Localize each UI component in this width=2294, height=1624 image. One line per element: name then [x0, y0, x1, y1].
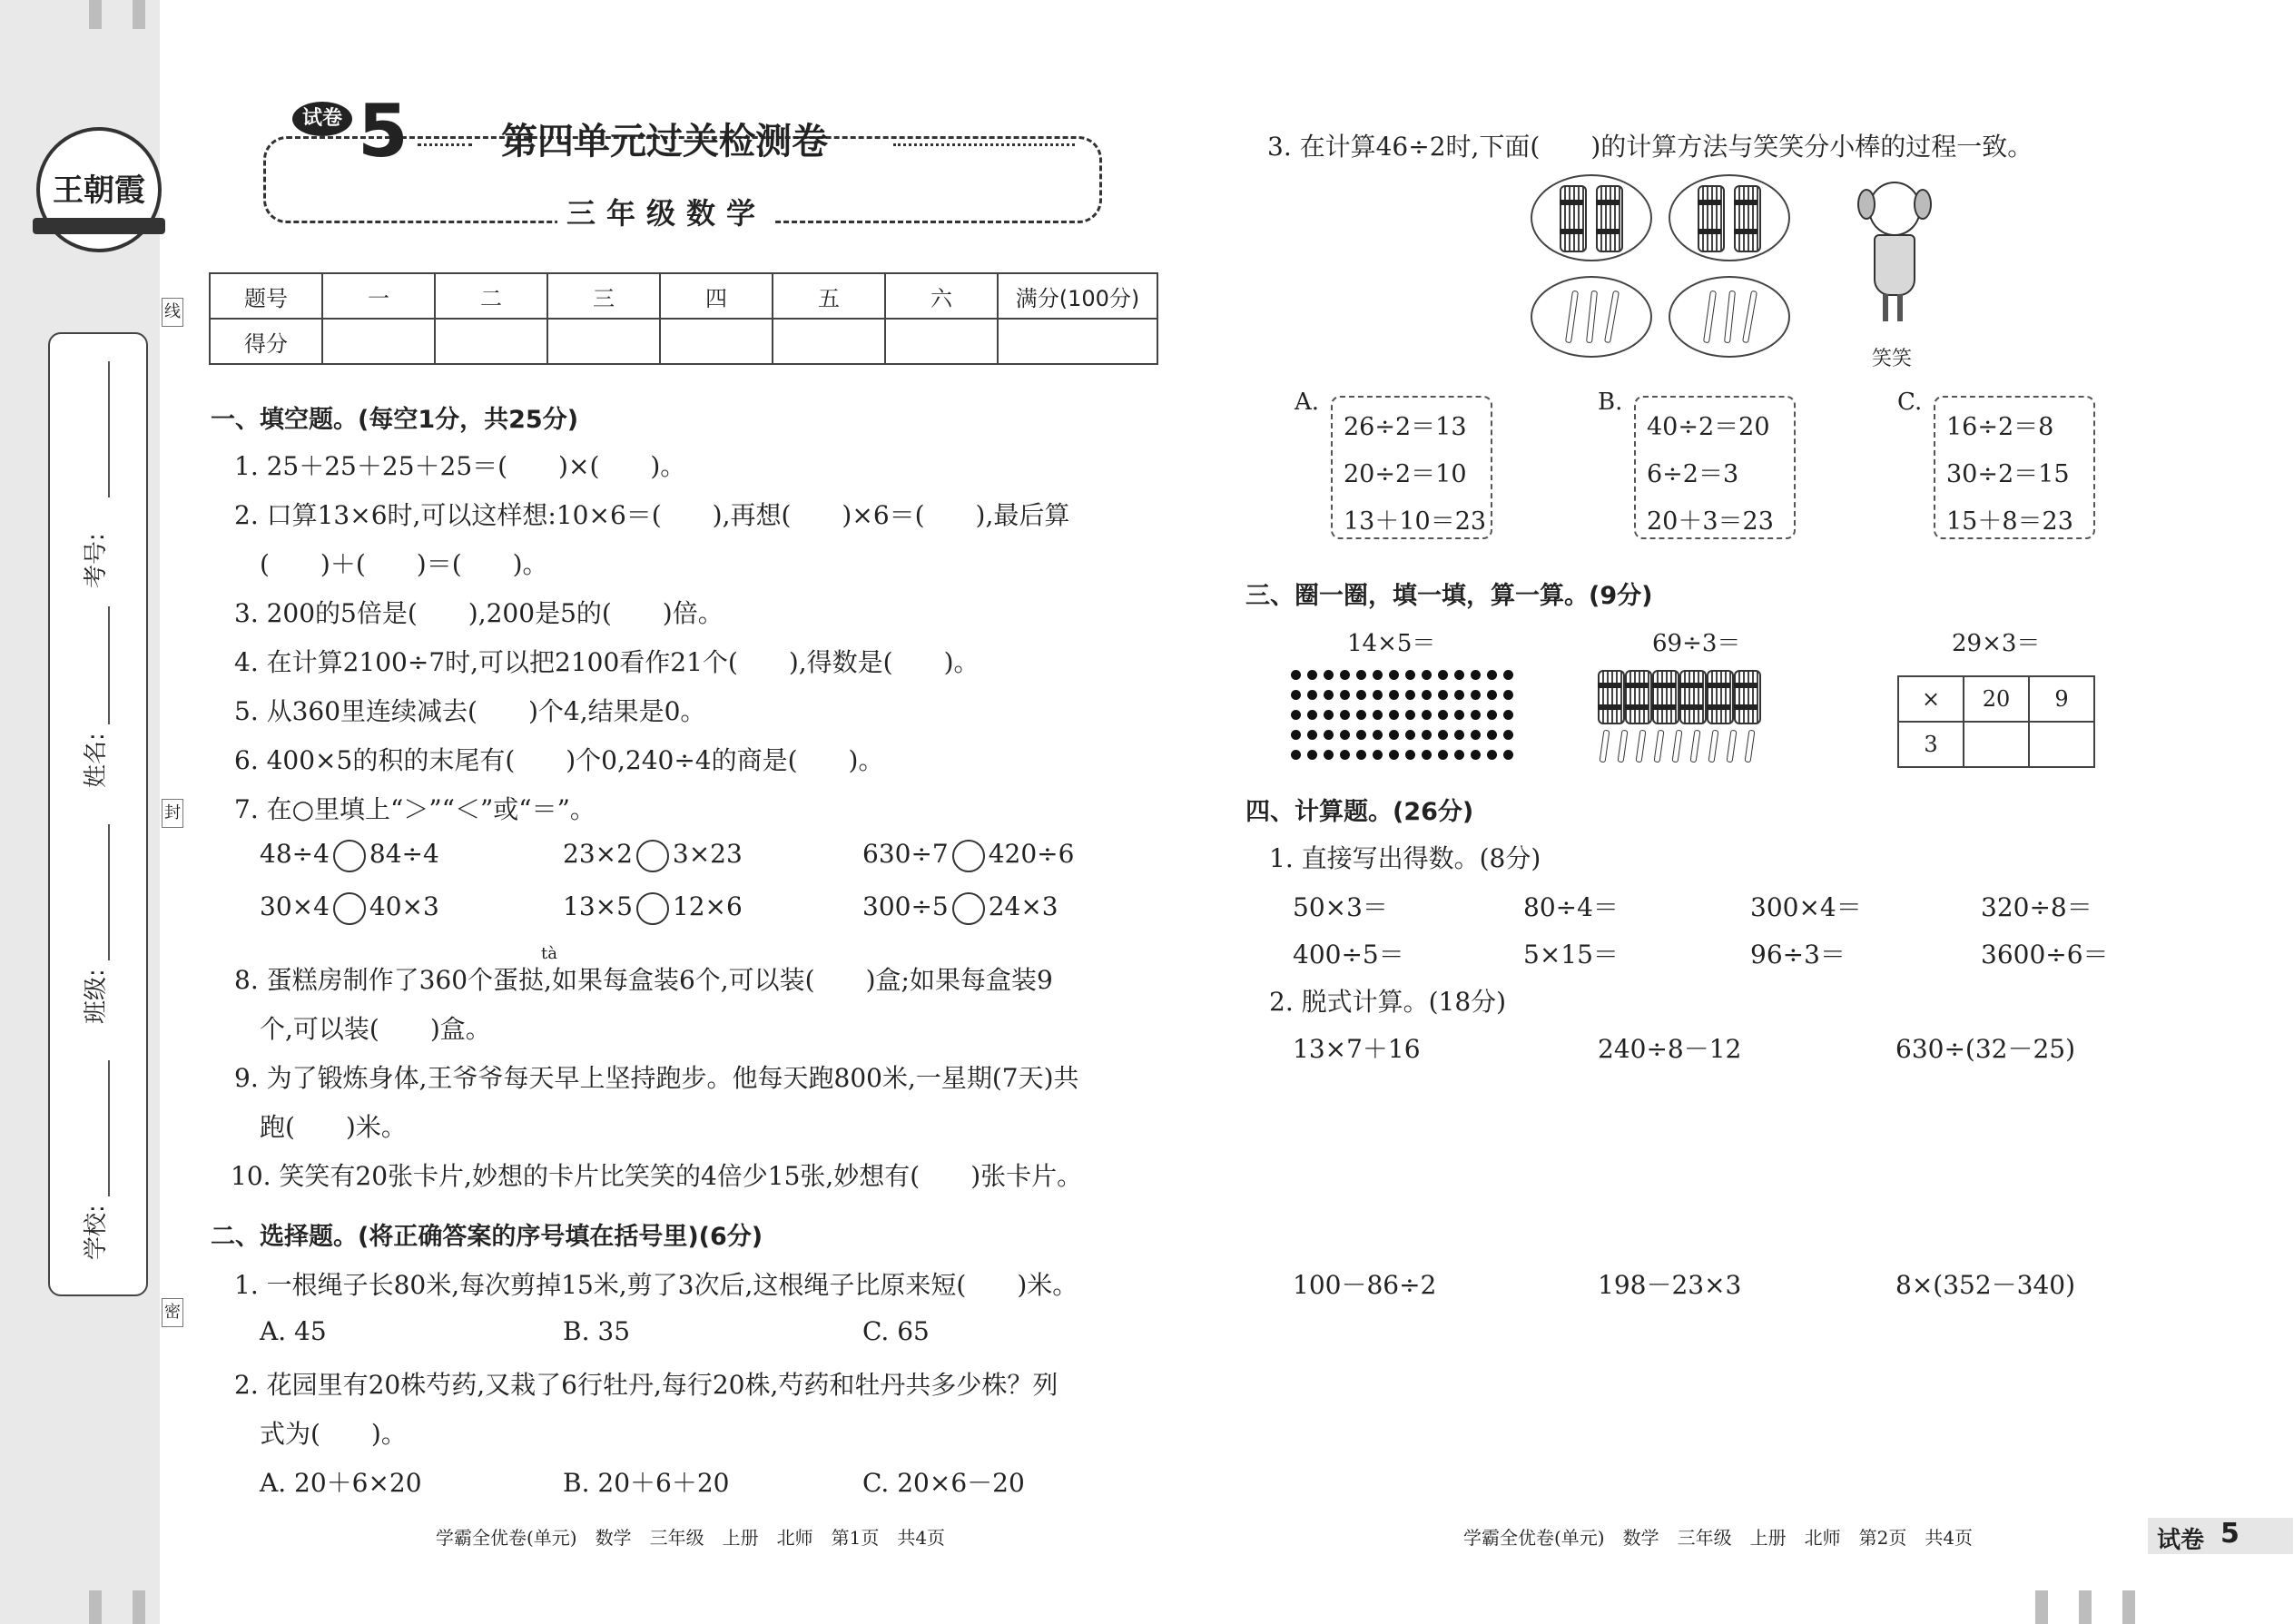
score-cell[interactable]	[322, 319, 435, 364]
dot	[1438, 750, 1448, 760]
dot	[1487, 670, 1497, 680]
dot	[1307, 710, 1317, 720]
score-cell: 四	[660, 273, 773, 319]
expr: 630÷7	[862, 839, 949, 869]
stick	[1708, 730, 1719, 763]
dot	[1422, 690, 1432, 700]
section-title: 三、圈一圈，填一填，算一算。(9分)	[1245, 582, 1653, 610]
compare-circle[interactable]	[333, 840, 366, 872]
mult-cell: ×	[1898, 676, 1964, 722]
option-b-line: 6÷2＝3	[1647, 460, 1739, 488]
calc-item: 8×(352－340)	[1895, 1270, 2076, 1300]
compare-item	[563, 891, 743, 925]
option-b-line: 40÷2＝20	[1647, 413, 1770, 441]
stick	[1672, 730, 1683, 763]
girl-leg	[1883, 294, 1888, 321]
dot	[1454, 710, 1464, 720]
stick	[1745, 730, 1756, 763]
score-cell[interactable]	[547, 319, 660, 364]
mult-row	[1898, 722, 2094, 767]
dot	[1291, 730, 1301, 740]
dot	[1503, 710, 1513, 720]
stick	[1600, 730, 1610, 763]
stick-bundle	[1734, 670, 1761, 724]
calc-item: 300×4＝	[1750, 892, 1862, 922]
compare-circle[interactable]	[636, 840, 669, 872]
dot	[1373, 750, 1383, 760]
dot	[1471, 690, 1481, 700]
sticks-illustration[interactable]	[1598, 668, 1788, 768]
dot	[1356, 670, 1366, 680]
stick	[1654, 730, 1665, 763]
score-cell: 满分(100分)	[998, 273, 1157, 319]
question: 个,可以装( )盒。	[260, 1014, 491, 1044]
compare-circle[interactable]	[952, 892, 985, 925]
dot	[1389, 730, 1399, 740]
dot	[1389, 690, 1399, 700]
badge-label: 试卷	[2157, 1527, 2205, 1554]
question: 10. 笑笑有20张卡片,妙想的卡片比笑笑的4倍少15张,妙想有( )张卡片。	[231, 1161, 1083, 1191]
dot	[1405, 690, 1415, 700]
calc-item: 96÷3＝	[1750, 940, 1846, 969]
score-cell: 一	[322, 273, 435, 319]
dot	[1422, 670, 1432, 680]
score-cell[interactable]	[660, 319, 773, 364]
stick-bundle	[1734, 185, 1761, 252]
question: 4. 在计算2100÷7时,可以把2100看作21个( ),得数是( )。	[234, 647, 980, 677]
dot	[1422, 750, 1432, 760]
stick-bundle	[1652, 670, 1679, 724]
choice-option[interactable]: B. 35	[563, 1316, 631, 1346]
score-cell: 得分	[210, 319, 322, 364]
dot	[1340, 670, 1350, 680]
score-cell[interactable]	[773, 319, 885, 364]
compare-item	[260, 839, 439, 872]
bundle-group-illustration	[1531, 174, 1652, 261]
score-cell: 三	[547, 273, 660, 319]
paper-badge: 试卷	[292, 102, 352, 136]
calc-item: 320÷8＝	[1981, 892, 2092, 922]
school-line[interactable]	[108, 1060, 110, 1196]
page-subtitle: 三年级数学	[557, 191, 775, 232]
deco-bar	[2079, 1590, 2092, 1624]
dot	[1438, 730, 1448, 740]
dot	[1291, 750, 1301, 760]
dot	[1487, 710, 1497, 720]
dot	[1324, 750, 1334, 760]
sub-question: 2. 脱式计算。(18分)	[1269, 987, 1507, 1017]
expr: 23×2	[563, 839, 633, 869]
question: ( )＋( )＝( )。	[260, 549, 548, 579]
mult-cell: 20	[1964, 676, 2029, 722]
exam-number-label: 考号:	[83, 533, 110, 588]
question: 式为( )。	[260, 1419, 407, 1449]
dot-rule	[893, 143, 1075, 146]
compare-circle[interactable]	[636, 892, 669, 925]
score-header-row	[210, 273, 1157, 319]
score-cell[interactable]	[998, 319, 1157, 364]
score-cell: 五	[773, 273, 885, 319]
question: 5. 从360里连续减去( )个4,结果是0。	[234, 696, 706, 726]
logo-ribbon	[33, 218, 165, 234]
stick-bundle	[1679, 670, 1707, 724]
dot	[1356, 730, 1366, 740]
badge-number: 5	[2220, 1518, 2240, 1550]
page-footer: 学霸全优卷(单元) 数学 三年级 上册 北师 第2页 共4页	[1463, 1527, 1974, 1549]
dot	[1471, 710, 1481, 720]
question: 2. 口算13×6时,可以这样想:10×6＝( ),再想( )×6＝( ),最后算	[234, 500, 1070, 530]
dot	[1356, 690, 1366, 700]
stick-bundle	[1598, 670, 1625, 724]
expression: 29×3＝	[1952, 630, 2041, 657]
expression: 69÷3＝	[1652, 630, 1741, 657]
mult-cell[interactable]	[2029, 722, 2094, 767]
dot	[1373, 710, 1383, 720]
dot	[1438, 670, 1448, 680]
dot	[1438, 690, 1448, 700]
option-label[interactable]: B.	[1598, 389, 1623, 416]
dot	[1324, 710, 1334, 720]
option-label[interactable]: C.	[1897, 389, 1923, 416]
question: 9. 为了锻炼身体,王爷爷每天早上坚持跑步。他每天跑800米,一星期(7天)共	[234, 1063, 1079, 1093]
dot	[1487, 750, 1497, 760]
student-info-box	[48, 332, 148, 1296]
question: 7. 在○里填上“＞”“＜”或“＝”。	[234, 794, 596, 824]
stick	[1586, 290, 1598, 343]
bundle-group-illustration	[1669, 174, 1790, 261]
binding-char: 封	[162, 799, 183, 828]
dot	[1405, 670, 1415, 680]
dot	[1307, 750, 1317, 760]
choice-option[interactable]: C. 65	[862, 1316, 930, 1346]
stick	[1618, 730, 1629, 763]
stick-bundle	[1625, 670, 1652, 724]
question: 跑( )米。	[260, 1112, 407, 1142]
binding-char: 密	[162, 1298, 183, 1327]
stick	[1604, 290, 1620, 343]
stick-bundle	[1560, 185, 1587, 252]
loose-sticks-illustration	[1531, 276, 1652, 358]
dot	[1503, 750, 1513, 760]
binding-char: 线	[162, 298, 183, 327]
choice-option[interactable]: C. 20×6－20	[862, 1468, 1025, 1498]
dot	[1324, 670, 1334, 680]
choice-option[interactable]: A. 45	[260, 1316, 327, 1346]
dot-array[interactable]	[1291, 670, 1520, 770]
dot	[1389, 710, 1399, 720]
deco-bar	[2122, 1590, 2135, 1624]
school-label: 学校:	[83, 1205, 110, 1260]
dot	[1324, 730, 1334, 740]
expr: 420÷6	[988, 839, 1075, 869]
dot	[1438, 710, 1448, 720]
dot	[1291, 670, 1301, 680]
dot	[1471, 750, 1481, 760]
calc-item: 3600÷6＝	[1981, 940, 2109, 969]
score-cell[interactable]	[885, 319, 998, 364]
score-cell: 六	[885, 273, 998, 319]
girl-caption: 笑笑	[1872, 348, 1913, 370]
dot	[1340, 750, 1350, 760]
dot	[1405, 730, 1415, 740]
section-title: 四、计算题。(26分)	[1245, 798, 1474, 826]
girl-head	[1868, 182, 1921, 236]
stick-bundle	[1596, 185, 1623, 252]
logo-name: 王朝霞	[53, 172, 145, 209]
question: 1. 25＋25＋25＋25＝( )×( )。	[234, 451, 686, 481]
score-table	[209, 272, 1158, 365]
compare-item	[862, 891, 1058, 925]
dot	[1503, 730, 1513, 740]
dot	[1340, 690, 1350, 700]
compare-item	[260, 891, 439, 925]
dot	[1454, 690, 1464, 700]
dot	[1471, 730, 1481, 740]
name-label: 姓名:	[83, 733, 110, 788]
question: 3. 200的5倍是( ),200是5的( )倍。	[234, 598, 724, 628]
dot	[1356, 750, 1366, 760]
stick	[1565, 290, 1579, 343]
choice-option[interactable]: B. 20＋6＋20	[563, 1468, 730, 1498]
calc-item: 630÷(32－25)	[1895, 1034, 2076, 1064]
name-line[interactable]	[108, 606, 110, 724]
dot	[1405, 710, 1415, 720]
exam-number-line[interactable]	[108, 361, 110, 497]
dot-rule	[418, 143, 472, 146]
dot	[1307, 690, 1317, 700]
question: 8. 蛋糕房制作了360个蛋挞,如果每盒装6个,可以装( )盒;如果每盒装9	[234, 965, 1053, 995]
pinyin-annotation: tà	[541, 944, 557, 963]
dot	[1340, 730, 1350, 740]
dot	[1422, 730, 1432, 740]
loose-sticks-illustration	[1669, 276, 1790, 358]
dot	[1503, 670, 1513, 680]
option-c-line: 30÷2＝15	[1946, 460, 2070, 488]
paper-badge-bottom	[2148, 1518, 2293, 1554]
dot	[1454, 750, 1464, 760]
dot	[1373, 670, 1383, 680]
section-title: 二、选择题。(将正确答案的序号填在括号里)(6分)	[211, 1223, 763, 1251]
stick	[1727, 730, 1738, 763]
expr: 13×5	[563, 891, 633, 921]
dot	[1373, 690, 1383, 700]
dot	[1487, 730, 1497, 740]
dot	[1324, 690, 1334, 700]
section-title: 一、填空题。(每空1分，共25分)	[211, 406, 579, 434]
stick	[1703, 290, 1717, 343]
score-cell: 二	[435, 273, 547, 319]
deco-bar	[89, 1590, 102, 1624]
stick	[1690, 730, 1701, 763]
dot	[1454, 730, 1464, 740]
question: 3. 在计算46÷2时,下面( )的计算方法与笑笑分小棒的过程一致。	[1267, 132, 2033, 162]
compare-item	[862, 839, 1074, 872]
calc-item: 80÷4＝	[1523, 892, 1619, 922]
mult-cell: 9	[2029, 676, 2094, 722]
page-footer: 学霸全优卷(单元) 数学 三年级 上册 北师 第1页 共4页	[436, 1527, 946, 1549]
expr: 3×23	[672, 839, 743, 869]
brand-logo	[36, 127, 162, 252]
mult-cell: 3	[1898, 722, 1964, 767]
score-value-row	[210, 319, 1157, 364]
class-label: 班级:	[83, 969, 110, 1024]
mult-cell[interactable]	[1964, 722, 2029, 767]
dot	[1503, 690, 1513, 700]
expr: 24×3	[988, 891, 1058, 921]
dot	[1454, 670, 1464, 680]
dot	[1291, 710, 1301, 720]
stick	[1636, 730, 1647, 763]
girl-pigtail	[1914, 189, 1932, 220]
dot	[1487, 690, 1497, 700]
dot	[1356, 710, 1366, 720]
dot	[1405, 750, 1415, 760]
calc-item: 100－86÷2	[1293, 1270, 1437, 1300]
girl-illustration	[1852, 178, 1934, 341]
question: 2. 花园里有20株芍药,又栽了6行牡丹,每行20株,芍药和牡丹共多少株？列	[234, 1370, 1058, 1400]
dot	[1340, 710, 1350, 720]
option-label[interactable]: A.	[1295, 389, 1320, 416]
option-c-line: 15＋8＝23	[1946, 507, 2073, 536]
dot	[1471, 670, 1481, 680]
dot	[1389, 750, 1399, 760]
expr: 300÷5	[862, 891, 949, 921]
question: 1. 一根绳子长80米,每次剪掉15米,剪了3次后,这根绳子比原来短( )米。	[234, 1270, 1078, 1300]
calc-item: 5×15＝	[1523, 940, 1619, 969]
option-c-line: 16÷2＝8	[1946, 413, 2054, 441]
question: 6. 400×5的积的末尾有( )个0,240÷4的商是( )。	[234, 745, 884, 775]
compare-circle[interactable]	[333, 892, 366, 925]
multiplication-table	[1897, 675, 2095, 768]
deco-bar	[2035, 1590, 2048, 1624]
calc-item: 198－23×3	[1598, 1270, 1742, 1300]
calc-item: 13×7＋16	[1293, 1034, 1421, 1064]
class-line[interactable]	[108, 824, 110, 960]
stick-bundle	[1707, 670, 1734, 724]
option-a-line: 13＋10＝23	[1344, 507, 1487, 536]
paper-number: 5	[358, 89, 409, 173]
dot	[1373, 730, 1383, 740]
expr: 84÷4	[369, 839, 439, 869]
score-cell: 题号	[210, 273, 322, 319]
expression: 14×5＝	[1347, 630, 1436, 657]
compare-item	[563, 839, 743, 872]
deco-bar	[89, 0, 102, 29]
girl-pigtail	[1857, 189, 1876, 220]
option-a-line: 26÷2＝13	[1344, 413, 1467, 441]
option-a-line: 20÷2＝10	[1344, 460, 1467, 488]
deco-bar	[133, 1590, 145, 1624]
score-cell[interactable]	[435, 319, 547, 364]
calc-item: 400÷5＝	[1293, 940, 1404, 969]
dot	[1422, 710, 1432, 720]
stick-bundle	[1698, 185, 1725, 252]
compare-circle[interactable]	[952, 840, 985, 872]
expr: 12×6	[672, 891, 743, 921]
expr: 30×4	[260, 891, 330, 921]
dot	[1389, 670, 1399, 680]
calc-item: 50×3＝	[1293, 892, 1388, 922]
dot	[1307, 730, 1317, 740]
sub-question: 1. 直接写出得数。(8分)	[1269, 843, 1541, 873]
stick	[1724, 290, 1736, 343]
page-title: 第四单元过关检测卷	[501, 121, 828, 162]
girl-leg	[1897, 294, 1903, 321]
mult-header-row	[1898, 676, 2094, 722]
dot	[1307, 670, 1317, 680]
option-b-line: 20＋3＝23	[1647, 507, 1774, 536]
deco-bar	[133, 0, 145, 29]
choice-option[interactable]: A. 20＋6×20	[260, 1468, 422, 1498]
expr: 40×3	[369, 891, 439, 921]
stick	[1742, 290, 1757, 343]
dot	[1291, 690, 1301, 700]
girl-dress	[1874, 234, 1915, 296]
calc-item: 240÷8－12	[1598, 1034, 1742, 1064]
expr: 48÷4	[260, 839, 330, 869]
